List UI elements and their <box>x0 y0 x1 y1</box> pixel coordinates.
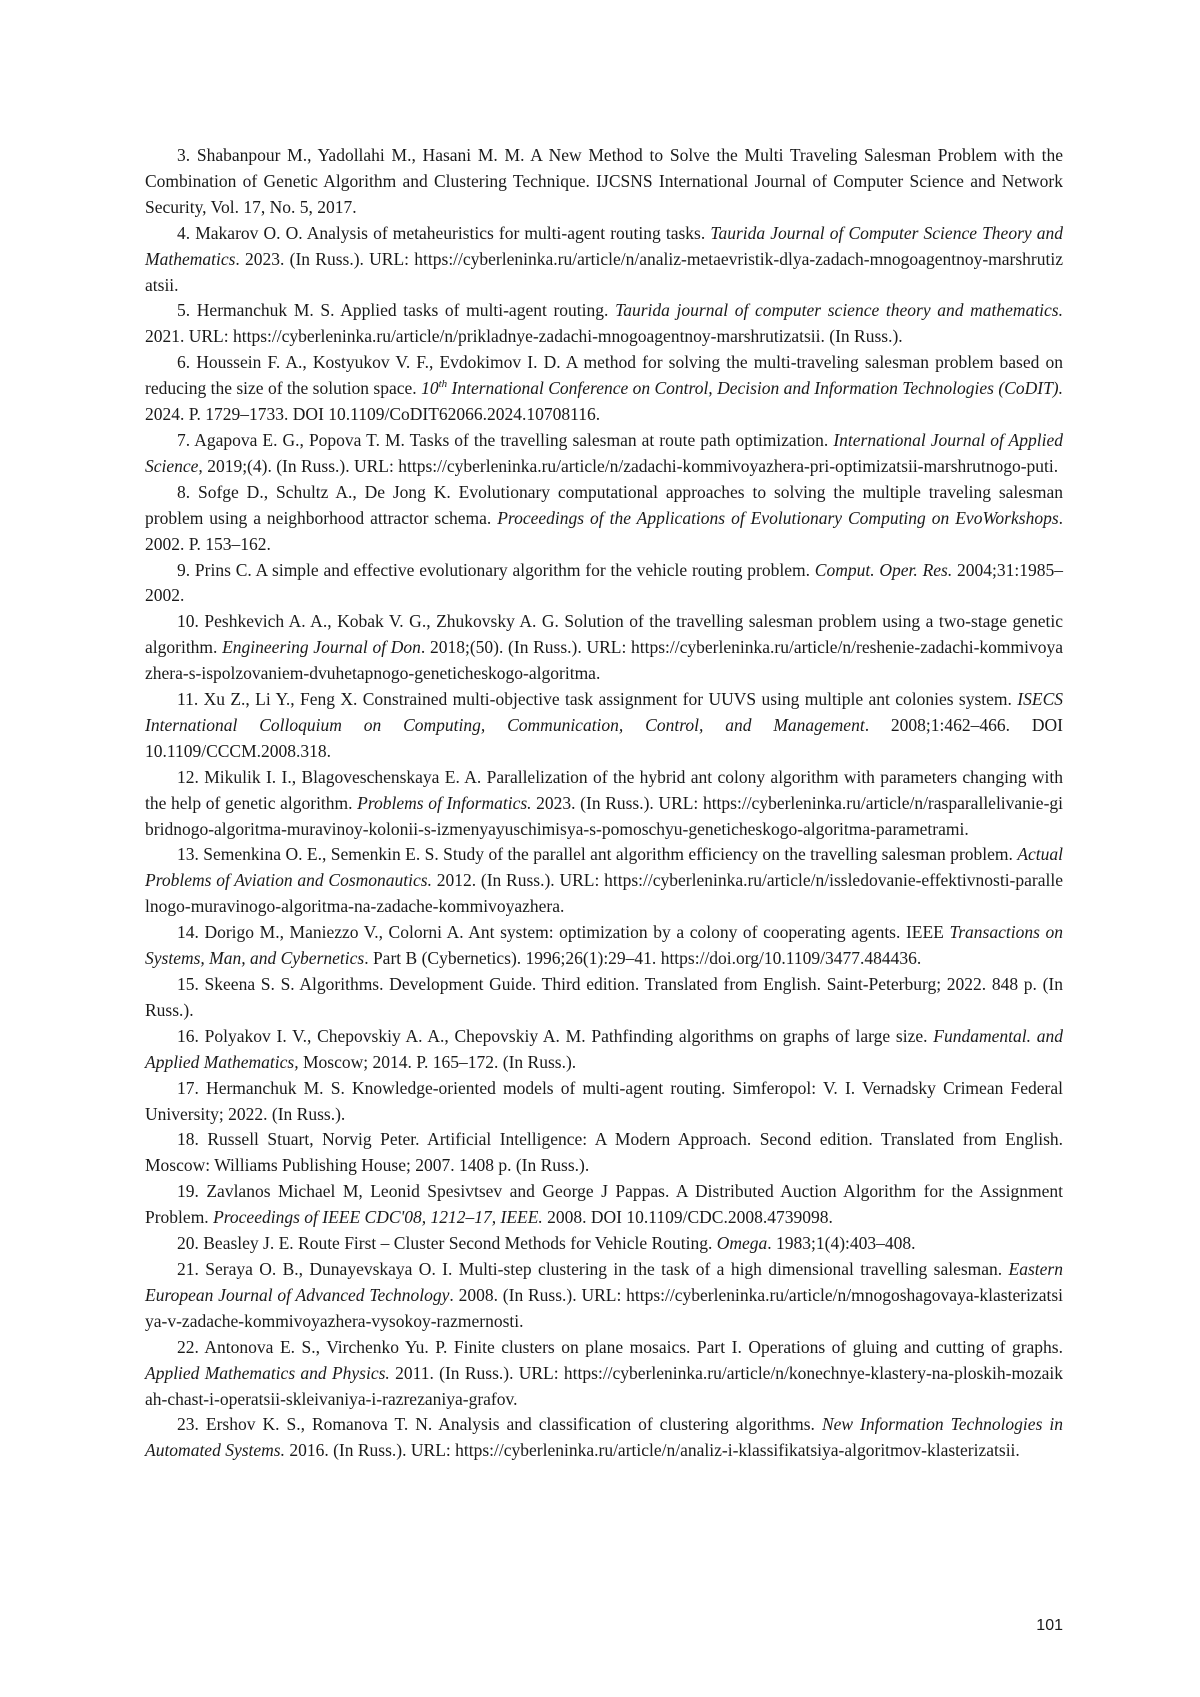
reference-source-title: Omega <box>716 1233 768 1254</box>
reference-text: . 2023. (In Russ.). URL: <box>235 248 415 269</box>
reference-url-link[interactable]: https://doi.org/10.1109/3477.484436. <box>660 948 922 969</box>
reference-text: 2008. DOI 10.1109/CDC.2008.4739098. <box>542 1207 833 1228</box>
reference-text: Moscow; 2014. P. 165–172. (In Russ.). <box>298 1051 577 1072</box>
reference-text: (In Russ.). <box>824 326 903 347</box>
reference-text: . 1983;1(4):403–408. <box>767 1233 916 1254</box>
reference-text: 9. Prins C. A simple and effective evolutionary algorithm for the vehicle routing problem. <box>177 559 815 580</box>
reference-item <box>145 842 1063 920</box>
reference-source-title: Applied Mathematics and Physics. <box>145 1362 390 1383</box>
reference-item <box>145 1231 1063 1257</box>
reference-source-title: Proceedings of IEEE CDC'08, 1212–17, IEEE. <box>213 1207 543 1228</box>
reference-url-link[interactable]: https://cyberleninka.ru/article/n/mnogoshagovaya-klasterizatsiya-v-zadache-kommivoyazhera-vysokoy-razmernosti. <box>145 1284 1064 1331</box>
reference-item <box>145 350 1063 428</box>
reference-text: 6. Houssein F. A., Kostyukov V. F., Evdokimov I. D. A method for solving the multi-traveling salesman problem based on reducing the size of the solution space. <box>145 352 1063 399</box>
reference-text: 2011. (In Russ.). URL: <box>389 1362 564 1383</box>
reference-source-title: Comput. Oper. Res. <box>814 559 953 580</box>
reference-item <box>145 1412 1063 1464</box>
reference-item <box>145 1335 1063 1413</box>
reference-url-link[interactable]: https://cyberleninka.ru/article/n/prikladnye-zadachi-mnogoagentnoy-marshrutizatsii. <box>233 326 825 347</box>
reference-text: 12. Mikulik I. I., Blagoveschenskaya E. A. Parallelization of the hybrid ant colony algorithm with parameters changing with the help of genetic algorithm. <box>145 766 1063 813</box>
reference-text: 16. Polyakov I. V., Chepovskiy A. A., Chepovskiy A. M. Pathfinding algorithms on graphs of large size. <box>177 1025 934 1046</box>
reference-url-link[interactable]: https://cyberleninka.ru/article/n/reshenie-zadachi-kommivoyazhera-s-ispolzovaniem-dvuhetapnogo-geneticheskogo-algoritma. <box>145 637 1064 684</box>
reference-source-title: Proceedings of the Applications of Evolutionary Computing on EvoWorkshops <box>497 507 1059 528</box>
reference-source-title: International Journal of Applied Science, <box>145 429 1063 476</box>
reference-item <box>145 1179 1063 1231</box>
reference-item <box>145 143 1063 221</box>
reference-text: 13. Semenkina O. E., Semenkin E. S. Study of the parallel ant algorithm efficiency on the travelling salesman problem. <box>177 844 1018 865</box>
reference-text: 10. Peshkevich A. A., Kobak V. G., Zhukovsky A. G. Solution of the travelling salesman problem using a two-stage genetic algorithm. <box>145 611 1063 658</box>
reference-url-link[interactable]: https://cyberleninka.ru/article/n/analiz-metaevristik-dlya-zadach-mnogoagentnoy-marshrutizatsii. <box>145 248 1063 295</box>
reference-item <box>145 221 1063 299</box>
reference-text: 2012. (In Russ.). URL: <box>431 870 605 891</box>
reference-item <box>145 765 1063 843</box>
reference-item <box>145 972 1063 1024</box>
reference-text: 14. Dorigo M., Maniezzo V., Colorni A. Ant system: optimization by a colony of cooperating agents. IEEE <box>177 922 950 943</box>
reference-url-link[interactable]: https://cyberleninka.ru/article/n/analiz-i-klassifikatsiya-algoritmov-klasterizatsii. <box>455 1440 1020 1461</box>
reference-url-link[interactable]: https://cyberleninka.ru/article/n/issledovanie-effektivnosti-parallelnogo-muravinogo-algoritma-na-zadache-kommivoyazhera. <box>145 870 1063 917</box>
reference-item <box>145 1076 1063 1128</box>
reference-superscript: th <box>438 378 448 391</box>
reference-source-title: International Conference on Control, Decision and Information Technologies (CoDIT). <box>447 378 1064 399</box>
reference-source-title: Transactions on Systems, Man, and Cybernetics <box>145 922 1063 969</box>
reference-source-title: Fundamental. and Applied Mathematics, <box>145 1025 1063 1072</box>
reference-text: 23. Ershov K. S., Romanova T. N. Analysis and classification of clustering algorithms. <box>177 1414 822 1435</box>
reference-text: 2004;31:1985–2002. <box>145 559 1063 606</box>
reference-item <box>145 480 1063 558</box>
reference-text: . 2018;(50). (In Russ.). URL: <box>420 637 632 658</box>
reference-source-title: New Information Technologies in Automated Systems. <box>145 1414 1063 1461</box>
reference-source-title: Problems of Informatics. <box>357 792 532 813</box>
reference-text: . 2008. (In Russ.). URL: <box>449 1284 627 1305</box>
reference-text: . Part B (Cybernetics). 1996;26(1):29–41. <box>364 948 661 969</box>
page-number: 101 <box>1036 1617 1063 1634</box>
reference-text: 15. Skeena S. S. Algorithms. Development Guide. Third edition. Translated from English. Saint-Peterburg; 2022. 848 p. (In Russ.). <box>145 974 1063 1020</box>
reference-text: 2019;(4). (In Russ.). URL: <box>202 455 399 476</box>
reference-text: 21. Seraya O. B., Dunayevskaya O. I. Multi-step clustering in the task of a high dimensional travelling salesman. <box>177 1258 1009 1279</box>
reference-source-title: ISECS International Colloquium on Computing, Communication, Control, and Management <box>145 689 1063 735</box>
reference-source-title: Engineering Journal of Don <box>222 637 421 658</box>
reference-item <box>145 920 1063 972</box>
reference-text: 11. Xu Z., Li Y., Feng X. Constrained multi-objective task assignment for UUVS using multiple ant colonies system. <box>177 689 1018 710</box>
reference-source-title: Actual Problems of Aviation and Cosmonautics. <box>145 844 1063 891</box>
reference-source-title: Taurida journal of computer science theory and mathematics. <box>615 300 1063 321</box>
reference-url-link[interactable]: https://cyberleninka.ru/article/n/zadachi-kommivoyazhera-pri-optimizatsii-marshrutnogo-puti. <box>398 455 1059 476</box>
reference-text: 2023. (In Russ.). URL: <box>531 792 703 813</box>
reference-text: 2021. URL: <box>145 326 233 347</box>
reference-text: 7. Agapova E. G., Popova T. M. Tasks of the travelling salesman at route path optimization. <box>177 429 834 450</box>
reference-item <box>145 687 1063 765</box>
reference-text: . 2002. P. 153–162. <box>145 507 1063 554</box>
reference-source-title: Taurida Journal of Computer Science Theory and Mathematics <box>145 222 1063 269</box>
reference-item <box>145 1127 1063 1179</box>
reference-list <box>145 143 1063 1464</box>
reference-url-link[interactable]: https://cyberleninka.ru/article/n/rasparallelivanie-gibridnogo-algoritma-muravinoy-kolonii-s-izmenyayuschimisya-s-pomoschyu-geneticheskogo-algoritma-parametrami. <box>145 792 1064 839</box>
reference-text: 20. Beasley J. E. Route First – Cluster Second Methods for Vehicle Routing. <box>177 1233 717 1254</box>
reference-source-title: Eastern European Journal of Advanced Technology <box>145 1258 1063 1305</box>
reference-text: 8. Sofge D., Schultz A., De Jong K. Evolutionary computational approaches to solving the multiple traveling salesman problem using a neighborhood attractor schema. <box>145 481 1063 528</box>
reference-text: 3. Shabanpour M., Yadollahi M., Hasani M. M. A New Method to Solve the Multi Traveling Salesman Problem with the Combination of Genetic Algorithm and Clustering Technique. IJCSNS International Journal of Computer Science and Network Security, Vol. 17, No. 5, 2017. <box>145 145 1063 217</box>
reference-item <box>145 609 1063 687</box>
reference-item <box>145 1024 1063 1076</box>
reference-item <box>145 428 1063 480</box>
reference-item <box>145 558 1063 610</box>
reference-text: 17. Hermanchuk M. S. Knowledge-oriented models of multi-agent routing. Simferopol: V. I. Vernadsky Crimean Federal University; 2022. (In Russ.). <box>145 1077 1063 1124</box>
reference-url-link[interactable]: https://cyberleninka.ru/article/n/konechnye-klastery-na-ploskih-mozaikah-chast-i-operatsii-skleivaniya-i-razrezaniya-grafov. <box>145 1362 1063 1409</box>
reference-text: . 2008;1:462–466. DOI 10.1109/CCCM.2008.318. <box>145 714 1063 761</box>
reference-text: 19. Zavlanos Michael M, Leonid Spesivtsev and George J Pappas. A Distributed Auction Algorithm for the Assignment Problem. <box>145 1181 1063 1228</box>
superscript <box>439 378 448 390</box>
reference-text: 5. Hermanchuk M. S. Applied tasks of multi-agent routing. <box>177 300 616 321</box>
reference-text: 4. Makarov O. O. Analysis of metaheuristics for multi-agent routing tasks. <box>177 222 711 243</box>
reference-item <box>145 1257 1063 1335</box>
reference-source-title: 10 <box>421 378 439 399</box>
reference-item <box>145 298 1063 350</box>
reference-text: 18. Russell Stuart, Norvig Peter. Artificial Intelligence: A Modern Approach. Second edition. Translated from English. Moscow: Williams Publishing House; 2007. 1408 p. (In Russ.). <box>145 1129 1063 1176</box>
reference-text: 2024. P. 1729–1733. DOI 10.1109/CoDIT62066.2024.10708116. <box>145 404 601 425</box>
reference-text: 22. Antonova E. S., Virchenko Yu. P. Finite clusters on plane mosaics. Part I. Operations of gluing and cutting of graphs. <box>177 1336 1063 1357</box>
reference-text: 2016. (In Russ.). URL: <box>284 1440 456 1461</box>
